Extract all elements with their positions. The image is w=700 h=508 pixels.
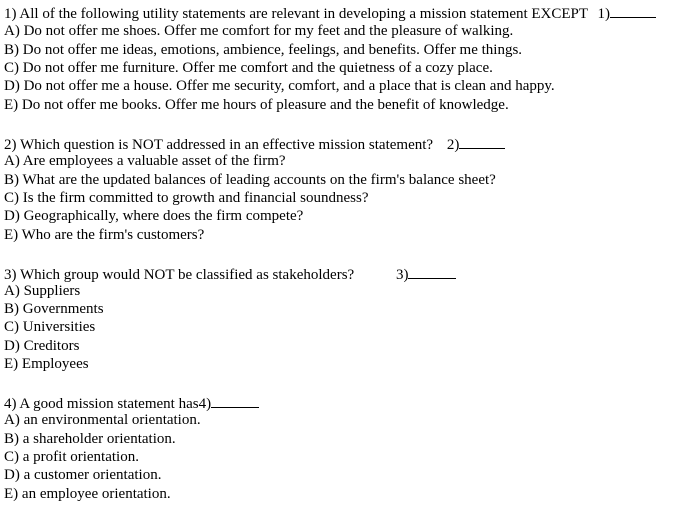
question-2-answer-blank[interactable] <box>459 134 505 149</box>
question-1-option-c: C) Do not offer me furniture. Offer me comfort and the quietness of a cozy place. <box>4 60 493 76</box>
question-4-option-c: C) a profit orientation. <box>4 449 139 465</box>
question-3-option-e: E) Employees <box>4 356 89 372</box>
question-3-option-b: B) Governments <box>4 301 104 317</box>
question-4-answer-blank[interactable] <box>211 393 259 408</box>
question-3-option-c: C) Universities <box>4 319 96 335</box>
question-3-answer-blank[interactable] <box>408 264 456 279</box>
question-2-option-d: D) Geographically, where does the firm compete? <box>4 208 304 224</box>
question-4-option-e: E) an employee orientation. <box>4 486 171 502</box>
question-3-option-a: A) Suppliers <box>4 283 81 299</box>
question-4-answer-label: 4) <box>198 396 212 412</box>
question-2-stem-line <box>4 134 505 153</box>
question-1-option-d: D) Do not offer me a house. Offer me security, comfort, and a place that is clean and happy. <box>4 78 555 94</box>
question-4-option-d: D) a customer orientation. <box>4 467 162 483</box>
question-3-stem-line <box>4 264 456 283</box>
question-3-option-d: D) Creditors <box>4 338 80 354</box>
question-4-stem-line <box>4 393 259 412</box>
question-1-answer-label: 1) <box>597 6 611 22</box>
question-1-stem: 1) All of the following utility statements are relevant in developing a mission statement EXCEPT <box>4 6 588 22</box>
question-4-stem: 4) A good mission statement has <box>4 396 199 412</box>
question-4-option-a: A) an environmental orientation. <box>4 412 201 428</box>
question-2-option-c: C) Is the firm committed to growth and financial soundness? <box>4 190 369 206</box>
question-1-option-e: E) Do not offer me books. Offer me hours of pleasure and the benefit of knowledge. <box>4 97 509 113</box>
question-2-stem: 2) Which question is NOT addressed in an effective mission statement? <box>4 137 434 153</box>
question-1-option-b: B) Do not offer me ideas, emotions, ambience, feelings, and benefits. Offer me things. <box>4 42 523 58</box>
question-2-option-b: B) What are the updated balances of leading accounts on the firm's balance sheet? <box>4 172 496 188</box>
question-3-answer-label: 3) <box>395 267 409 283</box>
question-2-option-e: E) Who are the firm's customers? <box>4 227 205 243</box>
question-1-option-a: A) Do not offer me shoes. Offer me comfort for my feet and the pleasure of walking. <box>4 23 514 39</box>
question-2-answer-label: 2) <box>446 137 460 153</box>
question-2-option-a: A) Are employees a valuable asset of the firm? <box>4 153 286 169</box>
question-1-stem-line <box>4 3 656 22</box>
question-4-option-b: B) a shareholder orientation. <box>4 431 176 447</box>
question-1-answer-blank[interactable] <box>610 3 656 18</box>
question-3-stem: 3) Which group would NOT be classified as stakeholders? <box>4 267 355 283</box>
